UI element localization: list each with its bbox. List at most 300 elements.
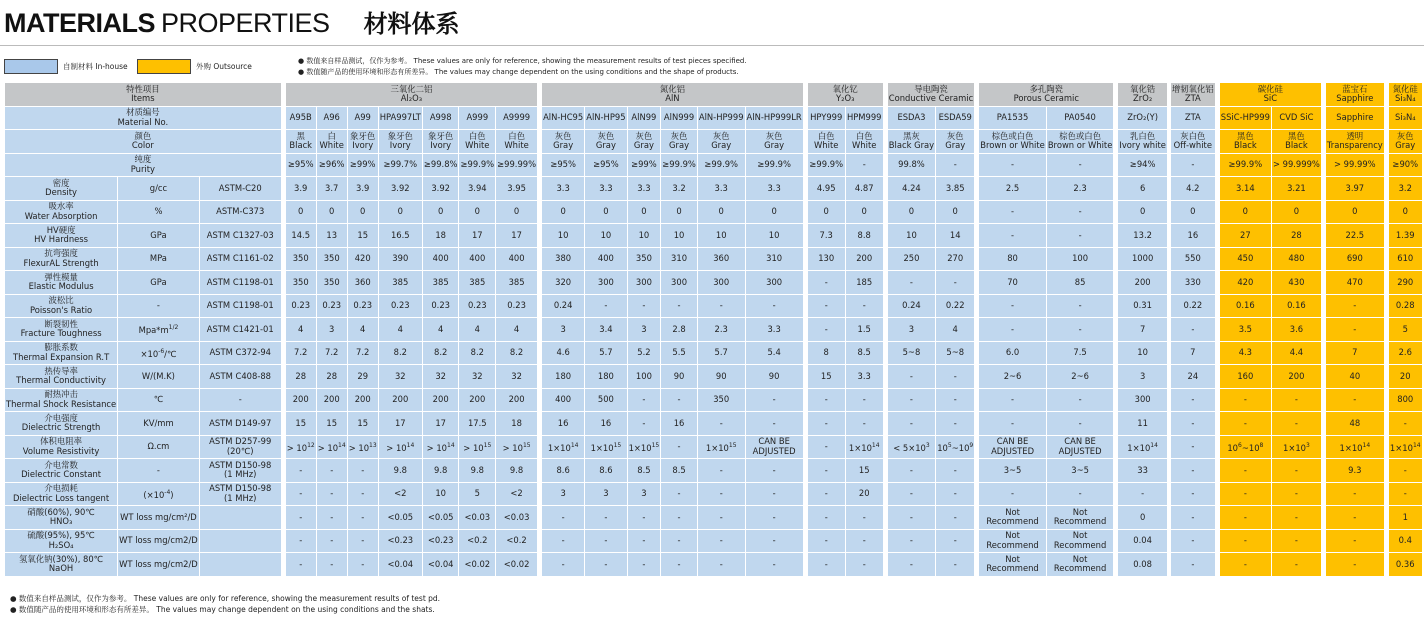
value-cell: - <box>845 529 883 553</box>
color-row-cell <box>285 130 316 154</box>
purity-row-cell: ≥99.9% <box>697 153 745 177</box>
value-cell: 33 <box>1118 459 1168 483</box>
property-row <box>5 482 1423 506</box>
group-header <box>1219 83 1321 107</box>
label-en: Black Gray <box>888 140 935 151</box>
material-no-row-cell: CVD SiC <box>1271 106 1321 130</box>
property-name <box>5 553 118 577</box>
property-standard <box>199 553 281 577</box>
label-en: Gray <box>1395 140 1416 151</box>
label-cn: 多孔陶瓷 <box>1029 83 1064 94</box>
value-cell: 385 <box>496 271 538 295</box>
label-en: Thermal Conductivity <box>16 375 106 386</box>
value-cell: - <box>316 482 347 506</box>
value-cell: 85 <box>1046 271 1114 295</box>
label-en: Elastic Modulus <box>28 281 94 292</box>
value-cell: 3.3 <box>745 318 803 342</box>
value-cell: 200 <box>316 388 347 412</box>
value-cell: 4 <box>285 318 316 342</box>
value-cell: 29 <box>347 365 378 389</box>
value-cell: - <box>887 529 935 553</box>
property-standard: ASTM-C373 <box>199 200 281 224</box>
value-cell: 10 <box>542 224 585 248</box>
property-unit: - <box>118 459 200 483</box>
value-cell: Not Recommend <box>979 529 1047 553</box>
value-cell: Not Recommend <box>1046 529 1114 553</box>
value-cell: 270 <box>936 247 975 271</box>
property-row <box>5 459 1423 483</box>
value-cell: 0 <box>1325 200 1384 224</box>
property-name <box>5 177 118 201</box>
material-no-row-cell: ZTA <box>1170 106 1215 130</box>
value-cell: - <box>745 412 803 436</box>
material-no-row-cell: SSiC-HP999 <box>1219 106 1271 130</box>
material-no-row-cell: AlN-HP999 <box>697 106 745 130</box>
property-standard: ASTM C372-94 <box>199 341 281 365</box>
value-cell: - <box>1388 412 1422 436</box>
label-cn: 灰色 <box>712 130 730 141</box>
label-en: Gray <box>595 140 616 151</box>
value-cell: 0 <box>1219 200 1271 224</box>
material-no-row-cell: A99 <box>347 106 378 130</box>
property-standard: - <box>199 388 281 412</box>
value-cell: 385 <box>378 271 422 295</box>
property-standard: ASTM C1327-03 <box>199 224 281 248</box>
value-cell: - <box>1118 482 1168 506</box>
value-cell: - <box>316 506 347 530</box>
value-cell: > $10^{14}$ <box>422 435 459 459</box>
value-cell: - <box>1219 506 1271 530</box>
group-header <box>1388 83 1422 107</box>
value-cell: - <box>542 506 585 530</box>
value-cell: > $10^{15}$ <box>496 435 538 459</box>
value-cell: 400 <box>585 247 627 271</box>
label-en: Gray <box>669 140 690 151</box>
value-cell: 0 <box>887 200 935 224</box>
value-cell: $10^5\sim 10^9$ <box>936 435 975 459</box>
property-standard: ASTM C1198-01 <box>199 294 281 318</box>
value-cell: 90 <box>697 365 745 389</box>
page-title <box>4 4 460 44</box>
purity-row-label <box>5 153 282 177</box>
label-cn: 黑色 <box>1236 130 1254 141</box>
value-cell: 385 <box>422 271 459 295</box>
value-cell: - <box>745 459 803 483</box>
color-row-cell <box>585 130 627 154</box>
property-unit: $\times 10^{-6}/℃$ <box>118 341 200 365</box>
value-cell: 32 <box>422 365 459 389</box>
purity-row-cell: ≥99.9% <box>1219 153 1271 177</box>
value-cell: 200 <box>1271 365 1321 389</box>
value-cell: - <box>807 271 845 295</box>
value-cell: - <box>661 506 698 530</box>
value-cell: - <box>1271 388 1321 412</box>
value-cell: $1\times 10^{14}$ <box>1118 435 1168 459</box>
value-cell: - <box>627 388 661 412</box>
value-cell: 16 <box>542 412 585 436</box>
material-no-row-cell: AlN999 <box>661 106 698 130</box>
value-cell: 130 <box>807 247 845 271</box>
value-cell: 2~6 <box>979 365 1047 389</box>
color-row-label <box>5 130 282 154</box>
label-en: Al₂O₃ <box>400 93 423 104</box>
value-cell: $1\times 10^{15}$ <box>697 435 745 459</box>
purity-row-cell: > 99.99% <box>1325 153 1384 177</box>
value-cell: 13.2 <box>1118 224 1168 248</box>
material-no-row-label <box>5 106 282 130</box>
value-cell: 3 <box>585 482 627 506</box>
label-cn: 氮化铝 <box>659 83 685 94</box>
value-cell: 1000 <box>1118 247 1168 271</box>
value-cell: - <box>285 482 316 506</box>
notes-top <box>298 56 747 78</box>
property-standard: ASTM-C20 <box>199 177 281 201</box>
value-cell: 0.16 <box>1219 294 1271 318</box>
purity-row-cell: - <box>845 153 883 177</box>
label-en: HNO₃ <box>49 516 73 527</box>
value-cell: 350 <box>285 271 316 295</box>
material-no-row-cell: ZrO₂(Y) <box>1118 106 1168 130</box>
value-cell: 2.3 <box>1046 177 1114 201</box>
value-cell: 200 <box>422 388 459 412</box>
value-cell: 200 <box>285 388 316 412</box>
label-cn: 氧化钇 <box>832 83 858 94</box>
value-cell: 0 <box>422 200 459 224</box>
value-cell: 3.94 <box>459 177 496 201</box>
value-cell: - <box>1170 412 1215 436</box>
value-cell: > $10^{12}$ <box>285 435 316 459</box>
value-cell: 400 <box>542 388 585 412</box>
value-cell: <0.02 <box>459 553 496 577</box>
value-cell: - <box>1325 506 1384 530</box>
value-cell: 17 <box>459 224 496 248</box>
value-cell: 0 <box>1118 506 1168 530</box>
label-en: Purity <box>130 163 155 174</box>
label-cn: 黑灰 <box>903 130 920 141</box>
label-cn: 氧化锆 <box>1130 83 1156 94</box>
material-no-row-cell: Si₃N₄ <box>1388 106 1422 130</box>
value-cell: $1\times 10^{14}$ <box>1388 435 1422 459</box>
value-cell: 0 <box>1118 200 1168 224</box>
value-cell: $10^6\sim 10^8$ <box>1219 435 1271 459</box>
value-cell: <0.04 <box>378 553 422 577</box>
label-en: Gray <box>945 140 966 151</box>
property-unit: WT loss mg/cm2/D <box>118 529 200 553</box>
value-cell: <2 <box>496 482 538 506</box>
value-cell: 290 <box>1388 271 1422 295</box>
value-cell: <0.05 <box>422 506 459 530</box>
value-cell: 0 <box>845 200 883 224</box>
material-no-row-cell: ESDA3 <box>887 106 935 130</box>
value-cell: 0.23 <box>459 294 496 318</box>
value-cell: 0 <box>378 200 422 224</box>
value-cell: 18 <box>496 412 538 436</box>
value-cell: 470 <box>1325 271 1384 295</box>
value-cell: <0.23 <box>378 529 422 553</box>
value-cell: 15 <box>285 412 316 436</box>
property-unit: $(\times 10^{-4})$ <box>118 482 200 506</box>
value-cell: - <box>936 506 975 530</box>
value-cell: - <box>979 412 1047 436</box>
property-name <box>5 412 118 436</box>
value-cell: $1\times 10^{14}$ <box>542 435 585 459</box>
purity-row-cell: > 99.999% <box>1271 153 1321 177</box>
value-cell: - <box>697 553 745 577</box>
value-cell: <0.23 <box>422 529 459 553</box>
property-unit: KV/mm <box>118 412 200 436</box>
value-cell: - <box>887 553 935 577</box>
label-en: Si₃N₄ <box>1394 93 1416 104</box>
value-cell: - <box>347 506 378 530</box>
label-cn: 灰色 <box>1396 130 1414 141</box>
label-en: Conductive Ceramic <box>888 93 974 104</box>
value-cell: - <box>627 506 661 530</box>
value-cell: 200 <box>1118 271 1168 295</box>
value-cell: 2.6 <box>1388 341 1422 365</box>
value-cell: - <box>285 553 316 577</box>
value-cell: - <box>887 412 935 436</box>
value-cell: - <box>316 459 347 483</box>
purity-row-cell: - <box>979 153 1047 177</box>
label-cn: 增韧氧化铝 <box>1171 83 1214 94</box>
value-cell: - <box>807 506 845 530</box>
label-en: Water Absorption <box>24 210 98 221</box>
value-cell: - <box>745 388 803 412</box>
value-cell: - <box>807 412 845 436</box>
value-cell: 100 <box>1046 247 1114 271</box>
value-cell: 9.8 <box>496 459 538 483</box>
value-cell: - <box>1219 412 1271 436</box>
color-row-cell <box>1046 130 1114 154</box>
value-cell: 3.92 <box>422 177 459 201</box>
value-cell: - <box>285 459 316 483</box>
value-cell: - <box>745 529 803 553</box>
label-en: Material No. <box>117 116 169 127</box>
value-cell: - <box>979 388 1047 412</box>
property-standard: ASTM D149-97 <box>199 412 281 436</box>
label-cn: HV硬度 <box>46 224 76 235</box>
value-cell: - <box>347 553 378 577</box>
value-cell: 15 <box>347 224 378 248</box>
note-top-2: ● 数值随产品的使用环境和形态有所差异。 The values may change dependent on the using conditions and the shape of products. <box>298 68 739 76</box>
value-cell: < $5\times 10^3$ <box>887 435 935 459</box>
value-cell: 690 <box>1325 247 1384 271</box>
value-cell: 385 <box>459 271 496 295</box>
color-row-cell <box>807 130 845 154</box>
value-cell: 0.23 <box>422 294 459 318</box>
property-row <box>5 506 1423 530</box>
value-cell: CAN BE ADJUSTED <box>745 435 803 459</box>
material-no-row-cell: ESDA59 <box>936 106 975 130</box>
value-cell: - <box>845 506 883 530</box>
material-no-row-cell: A999 <box>459 106 496 130</box>
property-row <box>5 435 1423 459</box>
value-cell: 3.5 <box>1219 318 1271 342</box>
color-row-cell <box>542 130 585 154</box>
legend-swatch-outsource <box>137 59 191 74</box>
value-cell: 5.2 <box>627 341 661 365</box>
label-en: Black <box>289 140 313 151</box>
value-cell: 3 <box>542 482 585 506</box>
value-cell: - <box>845 388 883 412</box>
note-top-1: ● 数值来自样品测试，仅作为参考。 These values are only for reference, showing the measurement results of test pieces specified. <box>298 57 747 65</box>
value-cell: 8.2 <box>459 341 496 365</box>
label-en: Brown or White <box>980 140 1045 151</box>
value-cell: 11 <box>1118 412 1168 436</box>
value-cell: 0 <box>807 200 845 224</box>
label-cn: 三氧化二铝 <box>390 83 433 94</box>
value-cell: CAN BE ADJUSTED <box>1046 435 1114 459</box>
label-cn: 灰色 <box>946 130 964 141</box>
label-cn: 抗弯强度 <box>44 248 78 259</box>
value-cell: Not Recommend <box>979 506 1047 530</box>
property-row <box>5 177 1423 201</box>
label-cn: 白色 <box>468 130 486 141</box>
value-cell: 390 <box>378 247 422 271</box>
label-cn: 黑 <box>296 130 305 141</box>
material-no-row-cell: HPM999 <box>845 106 883 130</box>
property-unit: GPa <box>118 224 200 248</box>
value-cell: 15 <box>807 365 845 389</box>
color-row-cell <box>979 130 1047 154</box>
value-cell: 400 <box>422 247 459 271</box>
value-cell: 3.14 <box>1219 177 1271 201</box>
value-cell: 27 <box>1219 224 1271 248</box>
material-no-row-cell: AlN-HC95 <box>542 106 585 130</box>
label-en: Gray <box>633 140 654 151</box>
label-cn: 体积电阻率 <box>40 436 83 447</box>
value-cell: 350 <box>697 388 745 412</box>
value-cell: 48 <box>1325 412 1384 436</box>
label-cn: 氮化硅 <box>1392 83 1418 94</box>
value-cell: 0.36 <box>1388 553 1422 577</box>
value-cell: 2.5 <box>979 177 1047 201</box>
legend-label-outsource: 外购 Outsource <box>196 62 252 71</box>
label-en: Density <box>45 187 77 198</box>
value-cell: 9.8 <box>422 459 459 483</box>
value-cell: 8.5 <box>845 341 883 365</box>
value-cell: 3 <box>542 318 585 342</box>
value-cell: 6 <box>1118 177 1168 201</box>
header-row-groups <box>5 83 1423 107</box>
property-row <box>5 318 1423 342</box>
property-name <box>5 341 118 365</box>
group-header <box>285 83 537 107</box>
label-en: Ivory <box>389 140 411 151</box>
property-row <box>5 271 1423 295</box>
label-cn: 象牙色 <box>428 130 454 141</box>
value-cell: 200 <box>845 247 883 271</box>
value-cell: 6.0 <box>979 341 1047 365</box>
value-cell: 0 <box>496 200 538 224</box>
value-cell: - <box>1325 553 1384 577</box>
value-cell: 14 <box>936 224 975 248</box>
value-cell: 2.3 <box>697 318 745 342</box>
value-cell: - <box>745 294 803 318</box>
value-cell: - <box>661 553 698 577</box>
value-cell: 100 <box>627 365 661 389</box>
purity-row-cell: ≥95% <box>285 153 316 177</box>
value-cell: - <box>807 553 845 577</box>
value-cell: 0 <box>285 200 316 224</box>
value-cell: 4.6 <box>542 341 585 365</box>
legend-swatch-inhouse <box>4 59 58 74</box>
value-cell: 200 <box>496 388 538 412</box>
label-cn: 白色 <box>855 130 873 141</box>
value-cell: - <box>1271 482 1321 506</box>
color-row-cell <box>459 130 496 154</box>
value-cell: 7.5 <box>1046 341 1114 365</box>
value-cell: 3.7 <box>316 177 347 201</box>
color-row-cell <box>378 130 422 154</box>
value-cell: 0.23 <box>347 294 378 318</box>
property-name <box>5 247 118 271</box>
legend-outsource <box>137 59 252 74</box>
label-en: Porous Ceramic <box>1013 93 1079 104</box>
value-cell: 3~5 <box>979 459 1047 483</box>
value-cell: 1 <box>1388 506 1422 530</box>
value-cell: 0.24 <box>542 294 585 318</box>
value-cell: - <box>807 294 845 318</box>
value-cell: $1\times 10^{15}$ <box>627 435 661 459</box>
value-cell: Not Recommend <box>1046 553 1114 577</box>
label-cn: 介电损耗 <box>44 483 78 494</box>
purity-row-cell: 99.8% <box>887 153 935 177</box>
value-cell: 450 <box>1219 247 1271 271</box>
property-name <box>5 224 118 248</box>
purity-row-cell: - <box>936 153 975 177</box>
purity-row <box>5 153 1423 177</box>
value-cell: - <box>627 294 661 318</box>
value-cell: 8.2 <box>422 341 459 365</box>
value-cell: - <box>585 506 627 530</box>
value-cell: - <box>1271 529 1321 553</box>
group-header <box>979 83 1114 107</box>
property-row <box>5 529 1423 553</box>
purity-row-cell: ≥99.9% <box>745 153 803 177</box>
purity-row-cell: ≥99% <box>627 153 661 177</box>
value-cell: - <box>887 388 935 412</box>
value-cell: 3.21 <box>1271 177 1321 201</box>
value-cell: <0.03 <box>459 506 496 530</box>
color-row-cell <box>845 130 883 154</box>
purity-row-cell: ≥95% <box>542 153 585 177</box>
value-cell: 4.24 <box>887 177 935 201</box>
title-cn: 材料体系 <box>363 10 460 38</box>
label-cn: 乳白色 <box>1130 130 1156 141</box>
value-cell: - <box>1046 318 1114 342</box>
value-cell: 3 <box>887 318 935 342</box>
value-cell: - <box>887 506 935 530</box>
value-cell: 8.5 <box>627 459 661 483</box>
color-row-cell <box>1271 130 1321 154</box>
property-name <box>5 529 118 553</box>
value-cell: 200 <box>378 388 422 412</box>
label-en: ZTA <box>1184 93 1201 104</box>
property-unit: - <box>118 294 200 318</box>
value-cell: 2.8 <box>661 318 698 342</box>
color-row-cell <box>1219 130 1271 154</box>
legend-inhouse <box>4 59 128 74</box>
value-cell: - <box>936 271 975 295</box>
value-cell: 22.5 <box>1325 224 1384 248</box>
value-cell: - <box>1219 459 1271 483</box>
value-cell: 350 <box>316 247 347 271</box>
value-cell: 8.5 <box>661 459 698 483</box>
property-unit: ℃ <box>118 388 200 412</box>
value-cell: 10 <box>1118 341 1168 365</box>
value-cell: 16 <box>585 412 627 436</box>
